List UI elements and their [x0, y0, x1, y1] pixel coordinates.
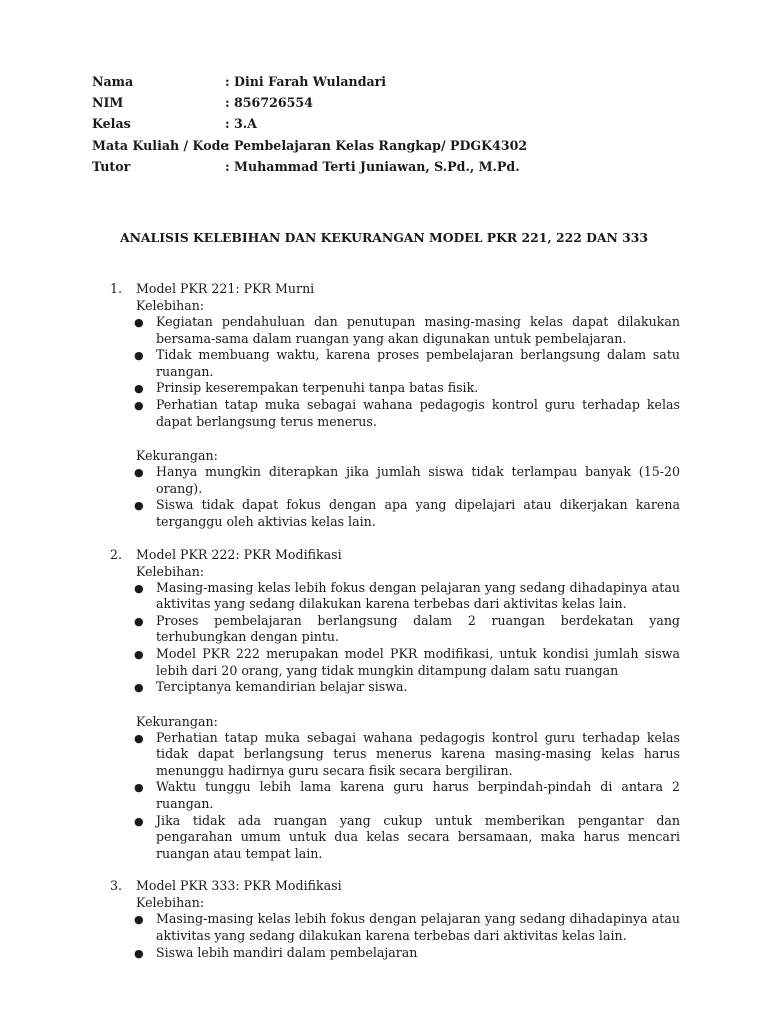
bullet-dot-icon: ● [134, 647, 144, 661]
list-item-text: Perhatian tatap muka sebagai wahana pedagogis kontrol guru terhadap kelas dapat berlangsung terus menerus. [156, 396, 680, 429]
section-heading [110, 280, 680, 297]
group-label: Kelebihan: [136, 895, 205, 911]
identity-value: : Dini Farah Wulandari [225, 74, 387, 89]
section-heading [110, 546, 680, 563]
bullet-dot-icon: ● [134, 499, 144, 513]
bullet-dot-icon: ● [134, 681, 144, 695]
bullet-dot-icon: ● [134, 581, 144, 595]
list-item [131, 380, 680, 397]
identity-row-nim [92, 92, 527, 113]
list-item [131, 646, 680, 679]
model-section [110, 546, 680, 863]
bullet-dot-icon: ● [134, 814, 144, 828]
sections-list [110, 280, 680, 976]
identity-value: : 856726554 [225, 95, 313, 111]
list-item [131, 497, 680, 530]
identity-label: Nama [92, 74, 134, 89]
list-item-text: Model PKR 222 merupakan model PKR modifikasi, untuk kondisi jumlah siswa lebih dari 20 orang, yang tidak mungkin ditampung dalam satu ruangan [156, 645, 680, 678]
bullet-dot-icon: ● [134, 946, 144, 960]
group-label: Kelebihan: [136, 563, 205, 579]
list-item-text: Terciptanya kemandirian belajar siswa. [156, 679, 408, 695]
bullet-dot-icon: ● [134, 316, 144, 329]
section-title: Model PKR 222: PKR Modifikasi [136, 546, 342, 562]
list-item-text: Masing-masing kelas lebih fokus dengan pelajaran yang sedang dihadapinya atau aktivitas yang sedang dilakukan karena terbebas dari aktivitas kelas lain. [156, 911, 680, 944]
list-item-text: Perhatian tatap muka sebagai wahana pedagogis kontrol guru terhadap kelas tidak dapat berlangsung terus menerus karena masing-masing kelas harus menunggu hadirnya guru secara fisik secara bergiliran. [156, 729, 680, 778]
bullet-list [110, 911, 680, 961]
group-label: Kekurangan: [136, 448, 218, 464]
identity-value: : Pembelajaran Kelas Rangkap/ PDGK4302 [225, 137, 528, 153]
identity-label: NIM [92, 95, 124, 111]
identity-row-name [92, 71, 527, 92]
section-number: 3. [110, 878, 123, 894]
list-item [131, 730, 680, 780]
group-label: Kekurangan: [136, 713, 218, 729]
list-item [131, 613, 680, 646]
model-section [110, 280, 680, 531]
bullet-dot-icon: ● [134, 398, 144, 412]
list-item [131, 314, 680, 347]
identity-label: Tutor [92, 158, 131, 174]
identity-value: : Muhammad Terti Juniawan, S.Pd., M.Pd. [225, 158, 520, 174]
list-item-text: Hanya mungkin diterapkan jika jumlah siswa tidak terlampau banyak (15-20 orang). [156, 464, 680, 496]
bullet-dot-icon: ● [134, 382, 144, 396]
identity-value: : 3.A [225, 116, 257, 132]
section-title: Model PKR 333: PKR Modifikasi [136, 878, 342, 894]
list-item-text: Tidak membuang waktu, karena proses pembelajaran berlangsung dalam satu ruangan. [156, 347, 680, 379]
bullet-dot-icon: ● [134, 913, 144, 927]
list-item-text: Proses pembelajaran berlangsung dalam 2 ruangan berdekatan yang terhubungkan dengan pintu. [156, 612, 680, 645]
identity-row-tutor [92, 156, 527, 177]
bullet-dot-icon: ● [134, 614, 144, 628]
identity-row-course [92, 135, 527, 156]
section-number: 2. [110, 546, 123, 562]
document-title: ANALISIS KELEBIHAN DAN KEKURANGAN MODEL PKR 221, 222 DAN 333 [119, 230, 649, 245]
identity-label: Mata Kuliah / Kode [92, 137, 229, 153]
list-item-text: Siswa tidak dapat fokus dengan apa yang dipelajari atau dikerjakan karena terganggu oleh aktivias kelas lain. [156, 497, 680, 529]
bullet-list [110, 730, 680, 863]
identity-block [92, 71, 527, 177]
list-item [131, 779, 680, 812]
section-number: 1. [110, 281, 123, 296]
list-item [131, 464, 680, 497]
list-item [131, 945, 680, 962]
list-item [131, 397, 680, 430]
bullet-dot-icon: ● [134, 731, 144, 745]
group-label: Kelebihan: [136, 298, 205, 313]
list-item [131, 347, 680, 380]
identity-row-class [92, 113, 527, 134]
bullet-list [110, 464, 680, 530]
bullet-dot-icon: ● [134, 781, 144, 795]
identity-label: Kelas [92, 116, 131, 132]
list-item-text: Waktu tunggu lebih lama karena guru harus berpindah-pindah di antara 2 ruangan. [156, 779, 680, 812]
list-item-text: Siswa lebih mandiri dalam pembelajaran [156, 944, 418, 960]
bullet-list [110, 314, 680, 430]
list-item-text: Jika tidak ada ruangan yang cukup untuk memberikan pengantar dan pengarahan umum untuk dua kelas secara bersamaan, maka harus mencari ruangan atau tempat lain. [156, 812, 680, 861]
list-item [131, 580, 680, 613]
section-heading [110, 877, 680, 894]
model-section [110, 877, 680, 961]
section-title: Model PKR 221: PKR Murni [136, 281, 315, 296]
bullet-dot-icon: ● [134, 466, 144, 480]
bullet-dot-icon: ● [134, 349, 144, 363]
list-item [131, 679, 680, 696]
list-item [131, 911, 680, 944]
bullet-list [110, 580, 680, 696]
list-item-text: Masing-masing kelas lebih fokus dengan pelajaran yang sedang dihadapinya atau aktivitas yang sedang dilakukan karena terbebas dari aktivitas kelas lain. [156, 579, 680, 612]
list-item-text: Prinsip keserempakan terpenuhi tanpa batas fisik. [156, 380, 479, 396]
list-item [131, 813, 680, 863]
list-item-text: Kegiatan pendahuluan dan penutupan masing-masing kelas dapat dilakukan bersama-sama dalam ruangan yang akan digunakan untuk pembelajaran. [156, 314, 680, 346]
